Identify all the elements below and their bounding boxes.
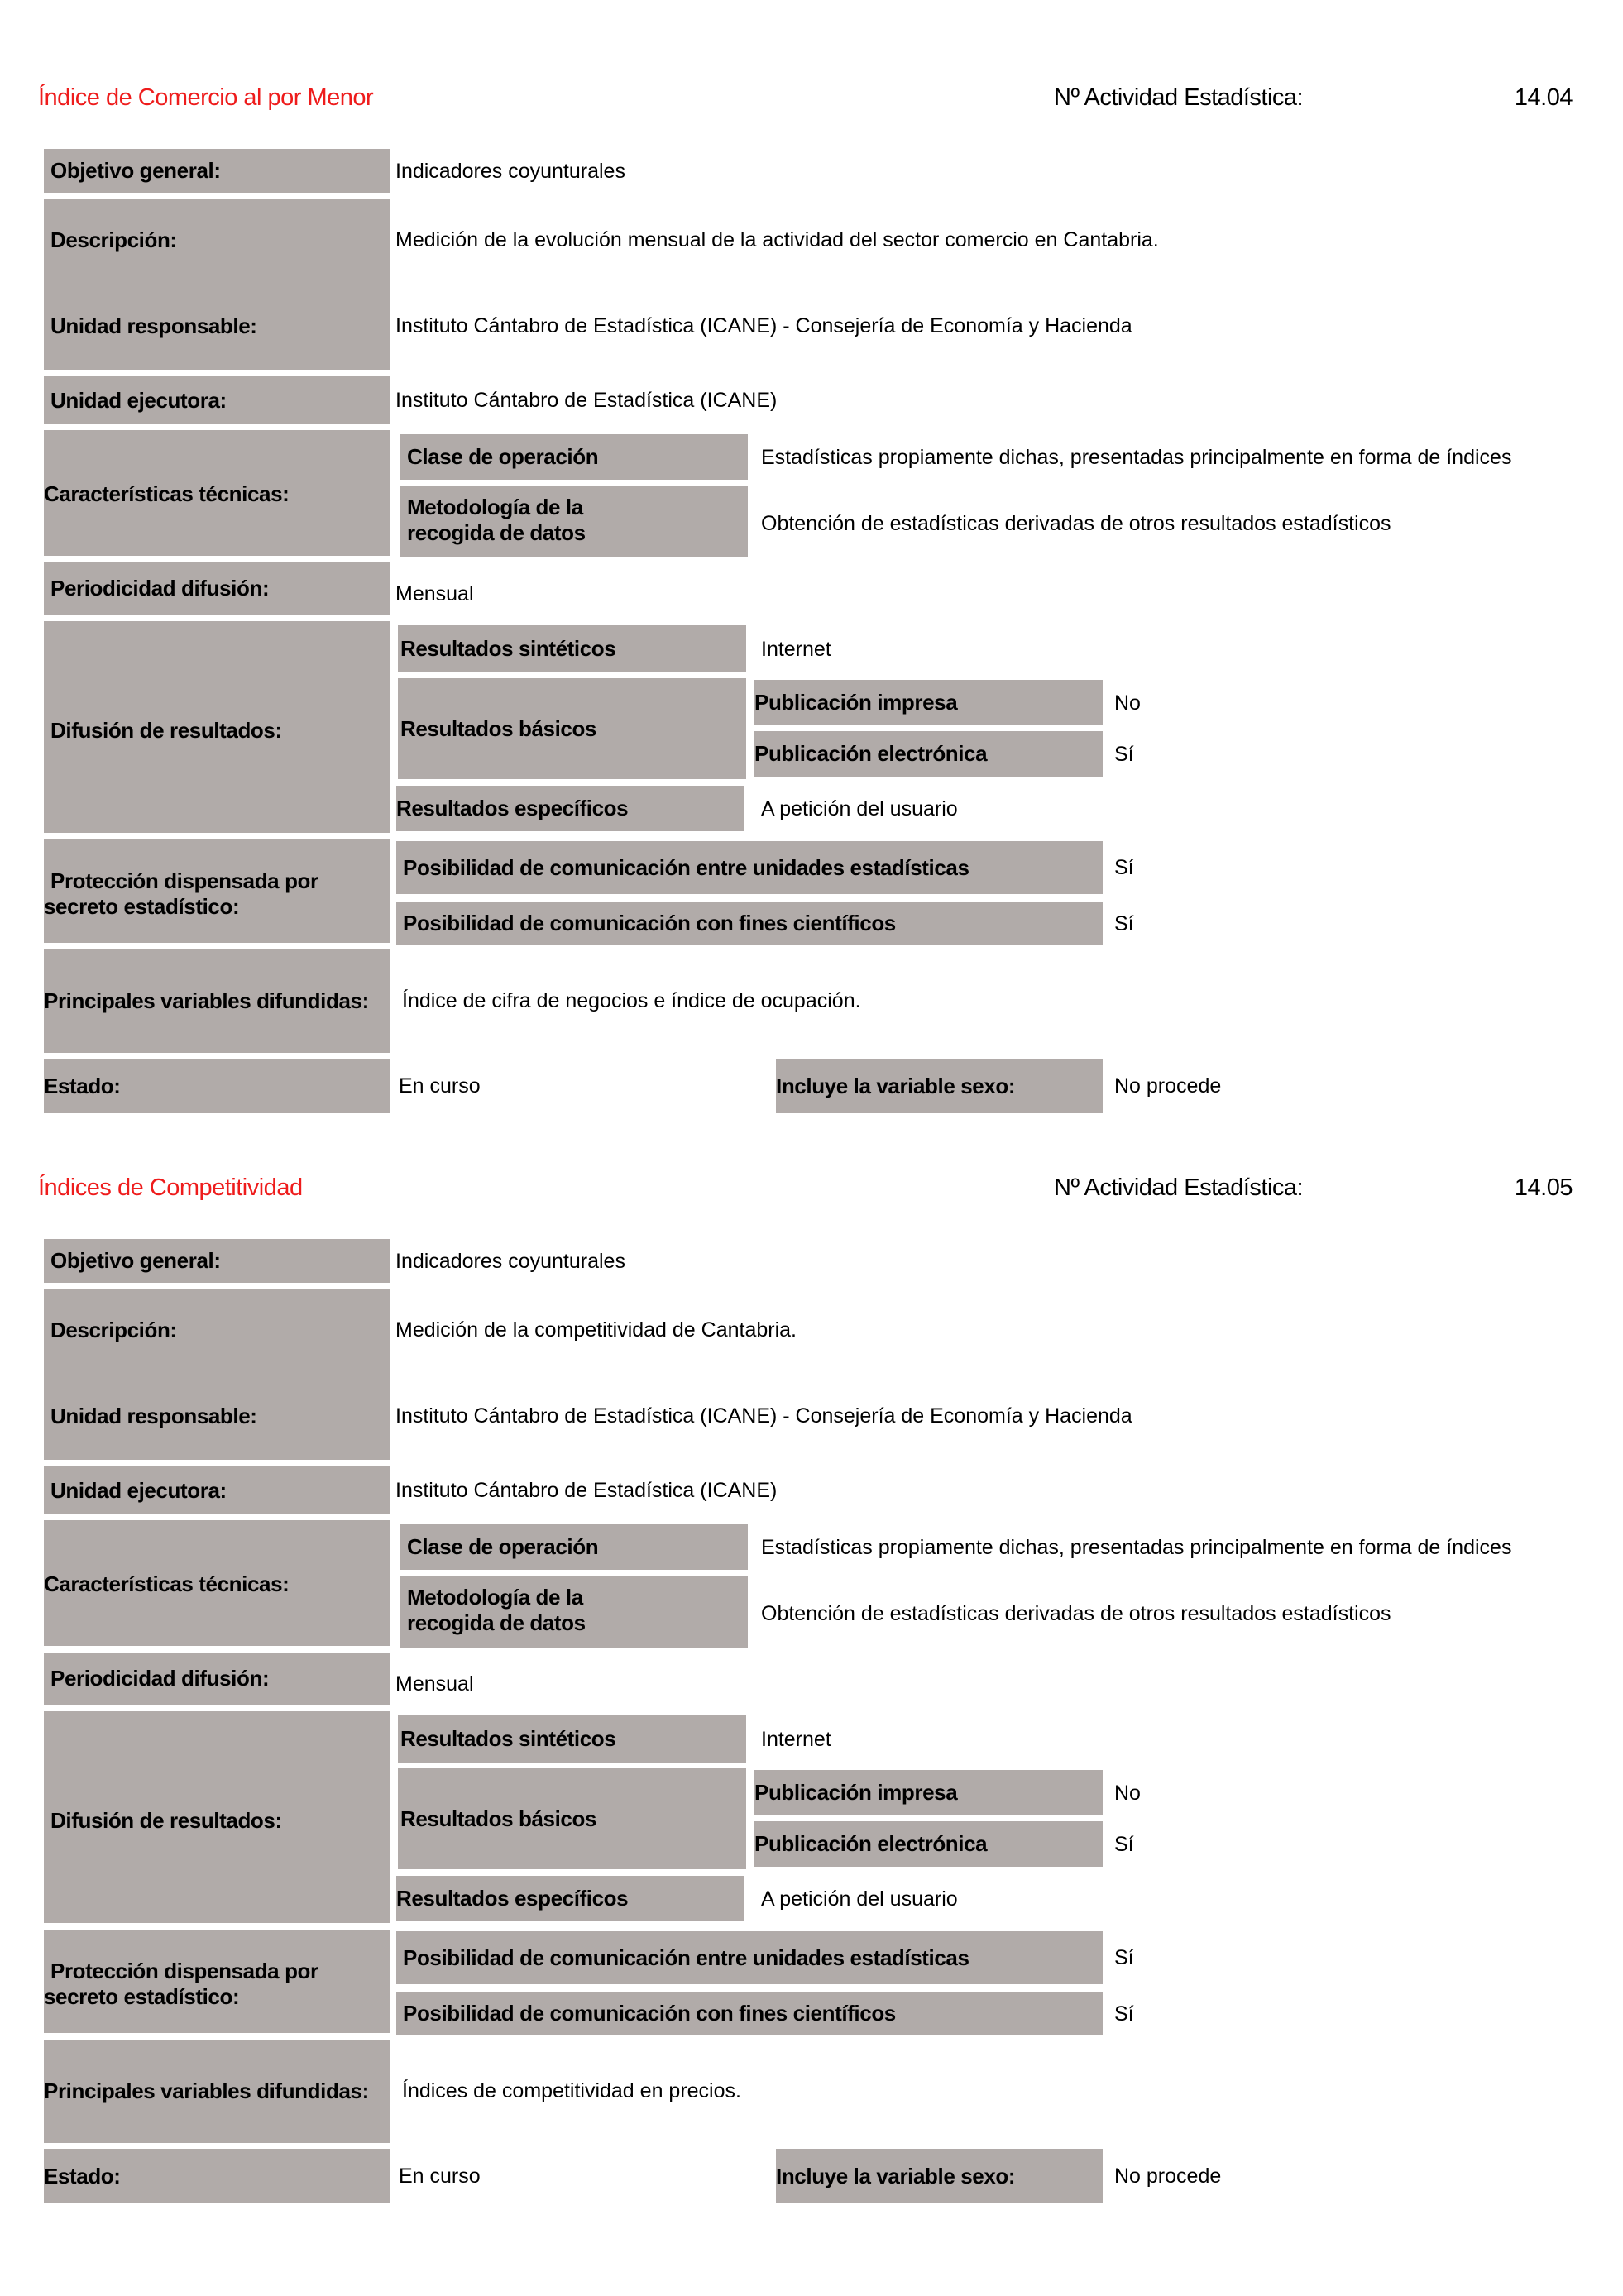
impresa-label: Publicación impresa: [754, 1780, 958, 1805]
estado-label: Estado:: [44, 2163, 121, 2188]
activity-sheet: [0, 1090, 1623, 2188]
activity-title: Índices de Competitividad: [38, 1174, 303, 1201]
variables-value: Índice de cifra de negocios e índice de ocupación.: [402, 989, 861, 1012]
metodologia-label: [407, 495, 586, 546]
unidad-responsable-label: Unidad responsable:: [50, 1403, 257, 1428]
proteccion-label-line2: secreto estadístico:: [44, 894, 240, 919]
impresa-label: Publicación impresa: [754, 690, 958, 715]
unidad-ejecutora-label: Unidad ejecutora:: [50, 387, 227, 413]
descripcion-value: Medición de la evolución mensual de la actividad del sector comercio en Cantabria.: [395, 228, 1159, 251]
estado-value: En curso: [399, 2164, 481, 2188]
com-unidades-value: Sí: [1114, 1946, 1134, 1969]
variables-value: Índices de competitividad en precios.: [402, 2079, 741, 2102]
variables-label: Principales variables difundidas:: [44, 988, 369, 1013]
proteccion-label: [44, 868, 318, 920]
electronica-value: Sí: [1114, 1832, 1134, 1856]
metodologia-value: Obtención de estadísticas derivadas de otros resultados estadísticos: [761, 512, 1391, 535]
electronica-value: Sí: [1114, 742, 1134, 766]
unidad-ejecutora-value: Instituto Cántabro de Estadística (ICANE): [395, 389, 778, 412]
sinteticos-value: Internet: [761, 1727, 831, 1751]
com-cientificos-value: Sí: [1114, 911, 1134, 935]
sinteticos-label: Resultados sintéticos: [400, 1726, 616, 1751]
periodicidad-label: Periodicidad difusión:: [50, 1665, 270, 1691]
metodologia-label-line1: Metodología de la: [407, 495, 583, 519]
unidad-ejecutora-value: Instituto Cántabro de Estadística (ICANE): [395, 1479, 778, 1502]
impresa-value: No: [1114, 691, 1141, 715]
difusion-label: Difusión de resultados:: [50, 717, 282, 743]
basicos-label: Resultados básicos: [400, 715, 596, 741]
com-unidades-label: Posibilidad de comunicación entre unidades estadísticas: [403, 854, 969, 880]
sexo-label: Incluye la variable sexo:: [776, 2163, 1016, 2188]
descripcion-value: Medición de la competitividad de Cantabria.: [395, 1318, 797, 1342]
estado-label: Estado:: [44, 1073, 121, 1098]
metodologia-label: [407, 1585, 586, 1636]
descripcion-label: Descripción:: [50, 1317, 177, 1342]
especificos-value: A petición del usuario: [761, 796, 958, 820]
clase-operacion-value: Estadísticas propiamente dichas, presentadas principalmente en forma de índices: [761, 1535, 1512, 1559]
proteccion-label: [44, 1959, 318, 2010]
activity-sheet: [0, 0, 1623, 1098]
objetivo-label: Objetivo general:: [50, 158, 221, 183]
activity-number: 14.04: [1514, 84, 1573, 111]
impresa-value: No: [1114, 1781, 1141, 1805]
periodicidad-label: Periodicidad difusión:: [50, 575, 270, 600]
proteccion-label-line1: Protección dispensada por: [50, 1959, 318, 1983]
sexo-value: No procede: [1114, 1074, 1222, 1098]
periodicidad-value: Mensual: [395, 1672, 474, 1696]
com-cientificos-label: Posibilidad de comunicación con fines científicos: [403, 2001, 896, 2026]
com-unidades-label: Posibilidad de comunicación entre unidades estadísticas: [403, 1944, 969, 1970]
proteccion-label-line2: secreto estadístico:: [44, 1984, 240, 2009]
clase-operacion-value: Estadísticas propiamente dichas, presentadas principalmente en forma de índices: [761, 445, 1512, 469]
objetivo-value: Indicadores coyunturales: [395, 159, 625, 183]
metodologia-label-line2: recogida de datos: [407, 520, 586, 545]
objetivo-label: Objetivo general:: [50, 1248, 221, 1273]
variables-label: Principales variables difundidas:: [44, 2078, 369, 2103]
especificos-label: Resultados específicos: [396, 1886, 629, 1911]
unidad-responsable-label: Unidad responsable:: [50, 313, 257, 338]
activity-number-label: Nº Actividad Estadística:: [1054, 1174, 1304, 1201]
objetivo-value: Indicadores coyunturales: [395, 1249, 625, 1273]
com-cientificos-value: Sí: [1114, 2002, 1134, 2026]
sinteticos-value: Internet: [761, 637, 831, 661]
descripcion-label: Descripción:: [50, 227, 177, 252]
basicos-label: Resultados básicos: [400, 1806, 596, 1831]
especificos-value: A petición del usuario: [761, 1887, 958, 1911]
especificos-label: Resultados específicos: [396, 796, 629, 820]
unidad-ejecutora-label: Unidad ejecutora:: [50, 1477, 227, 1503]
clase-operacion-label: Clase de operación: [407, 1534, 599, 1559]
sinteticos-label: Resultados sintéticos: [400, 636, 616, 661]
activity-number-label: Nº Actividad Estadística:: [1054, 84, 1304, 111]
sexo-value: No procede: [1114, 2164, 1222, 2188]
activity-number: 14.05: [1514, 1174, 1573, 1201]
proteccion-label-line1: Protección dispensada por: [50, 868, 318, 893]
difusion-label: Difusión de resultados:: [50, 1807, 282, 1833]
periodicidad-value: Mensual: [395, 582, 474, 605]
unidad-responsable-value: Instituto Cántabro de Estadística (ICANE) - Consejería de Economía y Hacienda: [395, 314, 1132, 337]
clase-operacion-label: Clase de operación: [407, 444, 599, 469]
unidad-responsable-value: Instituto Cántabro de Estadística (ICANE) - Consejería de Economía y Hacienda: [395, 1404, 1132, 1428]
activity-title: Índice de Comercio al por Menor: [38, 84, 374, 111]
sexo-label: Incluye la variable sexo:: [776, 1073, 1016, 1098]
metodologia-label-line2: recogida de datos: [407, 1610, 586, 1635]
caracteristicas-label: Características técnicas:: [44, 481, 290, 506]
com-unidades-value: Sí: [1114, 856, 1134, 879]
metodologia-label-line1: Metodología de la: [407, 1585, 583, 1610]
electronica-label: Publicación electrónica: [754, 1831, 988, 1856]
electronica-label: Publicación electrónica: [754, 741, 988, 766]
com-cientificos-label: Posibilidad de comunicación con fines científicos: [403, 911, 896, 935]
estado-value: En curso: [399, 1074, 481, 1098]
caracteristicas-label: Características técnicas:: [44, 1571, 290, 1596]
metodologia-value: Obtención de estadísticas derivadas de otros resultados estadísticos: [761, 1602, 1391, 1625]
